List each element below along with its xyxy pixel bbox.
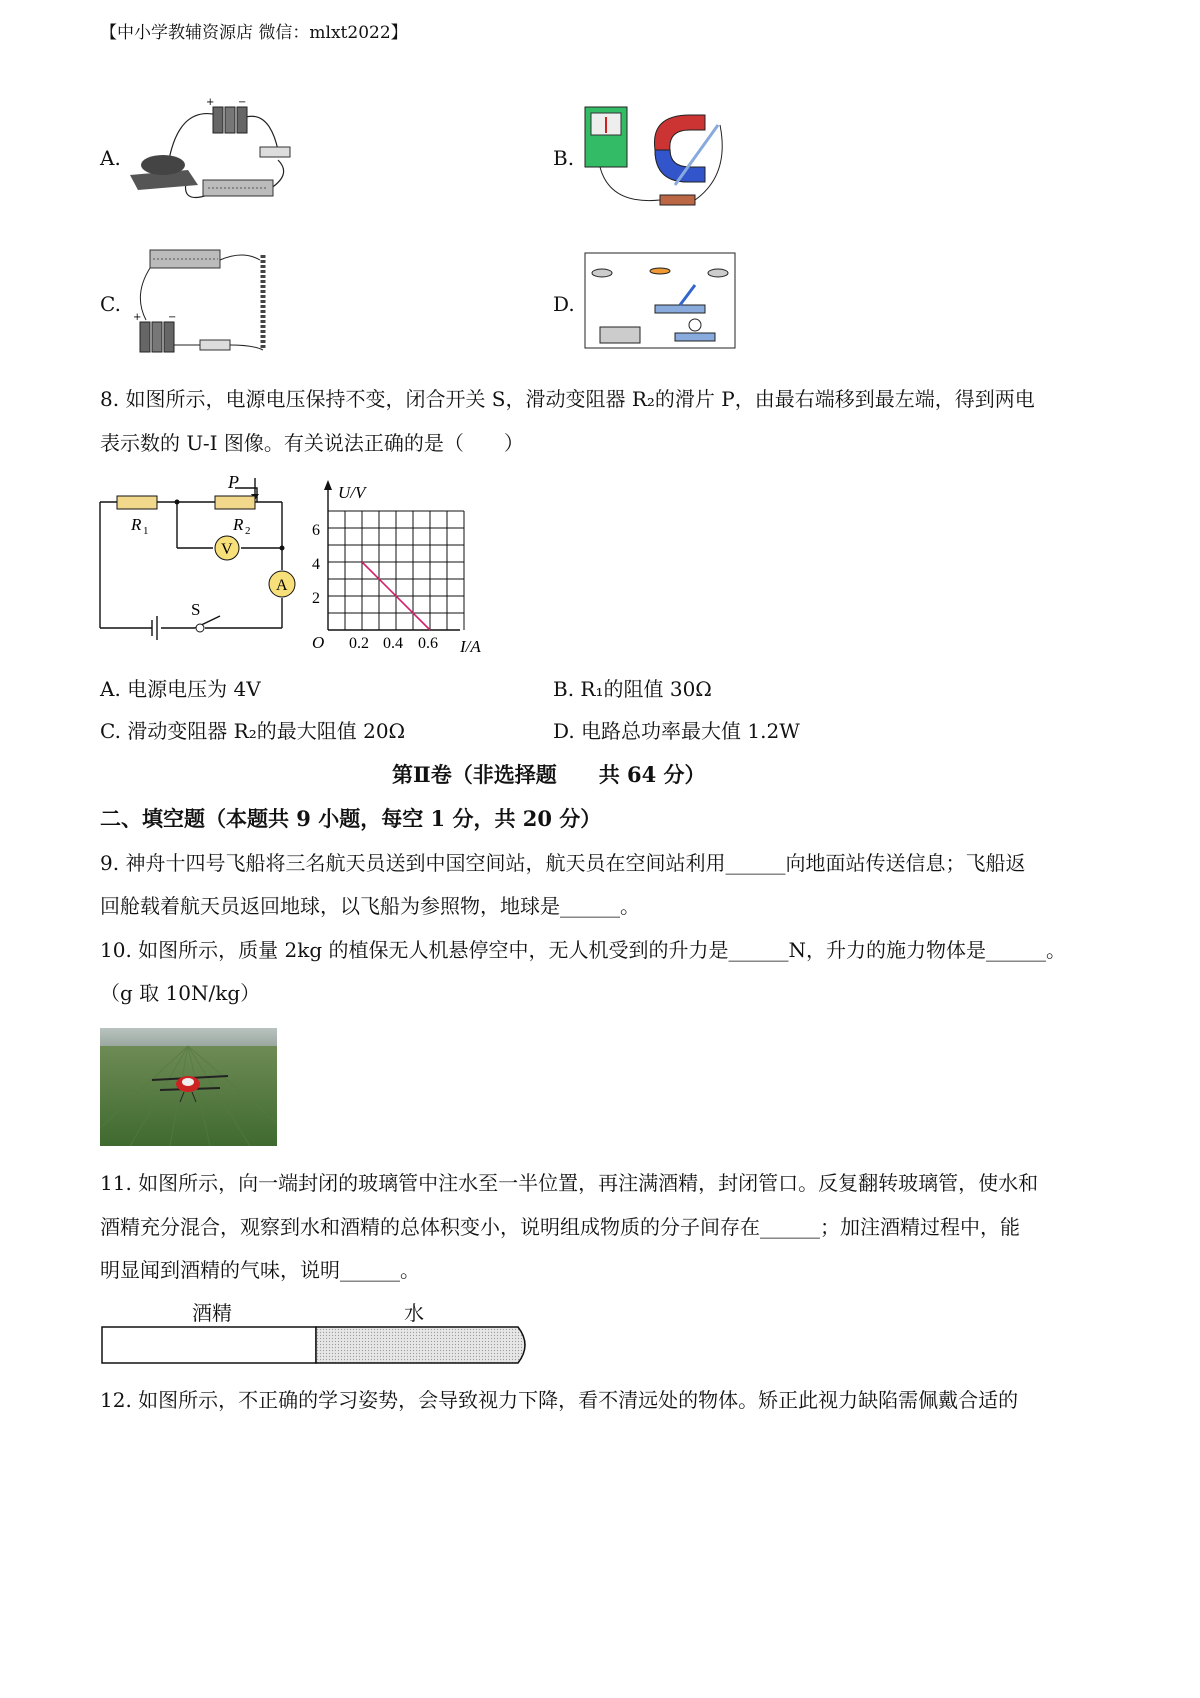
q8-ui-graph bbox=[300, 470, 520, 660]
q8-option-c: C. 滑动变阻器 R₂的最大阻值 20Ω bbox=[100, 719, 406, 743]
x-tick-0-2: 0.2 bbox=[349, 635, 369, 652]
q8-option-d: D. 电路总功率最大值 1.2W bbox=[553, 719, 800, 743]
glass-tube-figure bbox=[100, 1325, 540, 1367]
svg-text:+: + bbox=[133, 312, 142, 323]
q8-circuit-diagram bbox=[95, 470, 310, 655]
header-tag: 【中小学教辅资源店 微信：mlxt2022】 bbox=[100, 23, 408, 43]
q7-option-b-figure bbox=[580, 95, 740, 220]
y-axis-label: U/V bbox=[338, 483, 366, 502]
r2-label: R bbox=[233, 515, 244, 534]
graph-grid bbox=[328, 511, 464, 630]
tube-alcohol-label: 酒精 bbox=[192, 1301, 232, 1325]
svg-text:+: + bbox=[206, 97, 215, 108]
q9-line-1: 9. 神舟十四号飞船将三名航天员送到中国空间站，航天员在空间站利用______向地面站传送信息；飞船返 bbox=[100, 851, 1026, 875]
svg-text:−: − bbox=[168, 312, 177, 323]
tube-water-label: 水 bbox=[404, 1301, 424, 1325]
q8-option-a: A. 电源电压为 4V bbox=[100, 677, 261, 701]
y-tick-6: 6 bbox=[312, 522, 320, 539]
q8-line-2: 表示数的 U-I 图像。有关说法正确的是（ ） bbox=[100, 431, 524, 455]
q7-option-a-figure bbox=[128, 95, 303, 220]
ammeter-symbol: A bbox=[276, 577, 288, 594]
q11-line-1: 11. 如图所示，向一端封闭的玻璃管中注水至一半位置，再注满酒精，封闭管口。反复翻转玻璃管，使水和 bbox=[100, 1171, 1039, 1195]
q10-line-2: （g 取 10N/kg） bbox=[100, 981, 261, 1005]
x-tick-0-4: 0.4 bbox=[383, 635, 403, 652]
svg-text:−: − bbox=[238, 97, 247, 108]
voltmeter-symbol: V bbox=[221, 541, 233, 558]
x-axis-label: I/A bbox=[460, 637, 481, 656]
tube-water-section bbox=[316, 1327, 525, 1363]
switch-label: S bbox=[191, 600, 201, 619]
q7-option-d-label: D. bbox=[553, 292, 575, 316]
q7-option-b-label: B. bbox=[553, 146, 575, 170]
q11-line-2: 酒精充分混合，观察到水和酒精的总体积变小，说明组成物质的分子间存在______；加注酒精过程中，能 bbox=[100, 1215, 1020, 1239]
y-tick-2: 2 bbox=[312, 590, 320, 607]
q7-option-d-figure bbox=[580, 245, 745, 355]
y-axis-arrow bbox=[324, 480, 332, 490]
x-tick-0-6: 0.6 bbox=[418, 635, 438, 652]
y-tick-4: 4 bbox=[312, 556, 320, 573]
r2-subscript: 2 bbox=[245, 525, 251, 537]
q7-option-a-label: A. bbox=[100, 146, 121, 170]
section-2-title: 第Ⅱ卷（非选择题 共 64 分） bbox=[392, 762, 706, 787]
q7-option-c-label: C. bbox=[100, 292, 121, 316]
q10-line-1: 10. 如图所示，质量 2kg 的植保无人机悬停空中，无人机受到的升力是______N，升力的施力物体是______。 bbox=[100, 938, 1067, 962]
fill-in-section-title: 二、填空题（本题共 9 小题，每空 1 分，共 20 分） bbox=[100, 806, 602, 831]
r1-label: R bbox=[131, 515, 142, 534]
r1-subscript: 1 bbox=[143, 525, 149, 537]
q7-option-c-figure bbox=[128, 240, 288, 370]
q8-line-1: 8. 如图所示，电源电压保持不变，闭合开关 S，滑动变阻器 R₂的滑片 P，由最右端移到最左端，得到两电 bbox=[100, 387, 1035, 411]
drone-field-photo bbox=[100, 1028, 277, 1146]
q11-line-3: 明显闻到酒精的气味，说明______。 bbox=[100, 1258, 420, 1282]
q9-line-2: 回舱载着航天员返回地球，以飞船为参照物，地球是______。 bbox=[100, 894, 640, 918]
q12-line-1: 12. 如图所示，不正确的学习姿势，会导致视力下降，看不清远处的物体。矫正此视力缺陷需佩戴合适的 bbox=[100, 1388, 1019, 1412]
origin-label: O bbox=[312, 633, 325, 652]
q8-option-b: B. R₁的阻值 30Ω bbox=[553, 677, 712, 701]
tube-alcohol-section bbox=[102, 1327, 316, 1363]
slider-p-label: P bbox=[228, 472, 239, 492]
